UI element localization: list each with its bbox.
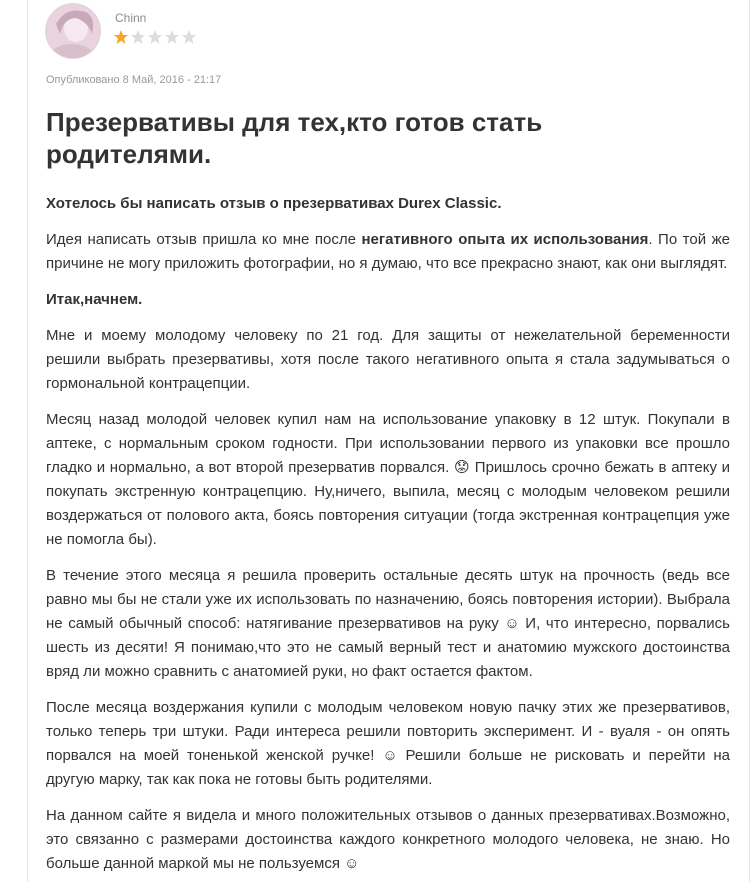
review-paragraph: Месяц назад молодой человек купил нам на использование упаковку в 12 штук. Покупали в аптеке, с нормальным сроком годности. При использовании первого из упаковки все прошло гладко и нормально, а вот второй презерватив порвался. 😟 Пришлось срочно бежать в аптеку и покупать экстренную контрацепцию. Ну,ничего, выпила, месяц с молодым человеком решили воздержаться от полового акта, боясь повторения ситуации (тогда экстренная контрацепция уже не помогла бы). [46, 411, 730, 548]
text-span: Идея написать отзыв пришла ко мне после [46, 231, 362, 248]
emphasis-text: негативного опыта их использования [361, 231, 649, 248]
review-paragraph: Итак,начнем. [46, 291, 143, 308]
avatar-image [46, 4, 100, 58]
review-body [46, 192, 730, 888]
star-icon [181, 29, 197, 45]
review-paragraph: На данном сайте я видела и много положительных отзывов о данных презервативах.Возможно, это связанно с размерами достоинства каждого конкретного молодого человека, не знаю. Но больше данной маркой мы не пользуемся ☺ [46, 807, 730, 872]
review-paragraph: Хотелось бы написать отзыв о презервативах Durex Classic. [46, 195, 502, 212]
star-icon [164, 29, 180, 45]
avatar[interactable] [46, 4, 100, 58]
review-paragraph [46, 228, 730, 276]
rating-stars [113, 29, 197, 45]
review-title: Презервативы для тех,кто готов стать родителями. [46, 107, 543, 169]
star-icon [113, 29, 129, 45]
text-span: . По той же причине не могу приложить фотографии, но я думаю, что все прекрасно знают, как они выглядят. [46, 231, 730, 272]
author-name[interactable]: Chinn [115, 11, 147, 25]
review-paragraph: После месяца воздержания купили с молодым человеком новую пачку этих же презервативов, только теперь три штуки. Ради интереса решили повторить эксперимент. И - вуаля - он опять порвался на моей тоненькой женской ручке! ☺ Решили больше не рисковать и перейти на другую марку, так как пока не готовы быть родителями. [46, 699, 730, 788]
star-icon [130, 29, 146, 45]
review-paragraph: Мне и моему молодому человеку по 21 год. Для защиты от нежелательной беременности решили выбрать презервативы, хотя после такого негативного опыта я стала задумываться о гормональной контрацепции. [46, 327, 730, 392]
star-icon [147, 29, 163, 45]
review-paragraph: В течение этого месяца я решила проверить остальные десять штук на прочность (ведь все равно мы бы не стали уже их использовать по назначению, боясь повторения истории). Выбрала не самый обычный способ: натягивание презервативов на руку ☺ И, что интересно, порвались шесть из десяти! Я понимаю,что это не самый верный тест и анатомию мужского достоинства вряд ли можно сравнить с анатомией руки, но факт остается фактом. [46, 567, 730, 680]
published-date: Опубликовано 8 Май, 2016 - 21:17 [46, 74, 222, 86]
